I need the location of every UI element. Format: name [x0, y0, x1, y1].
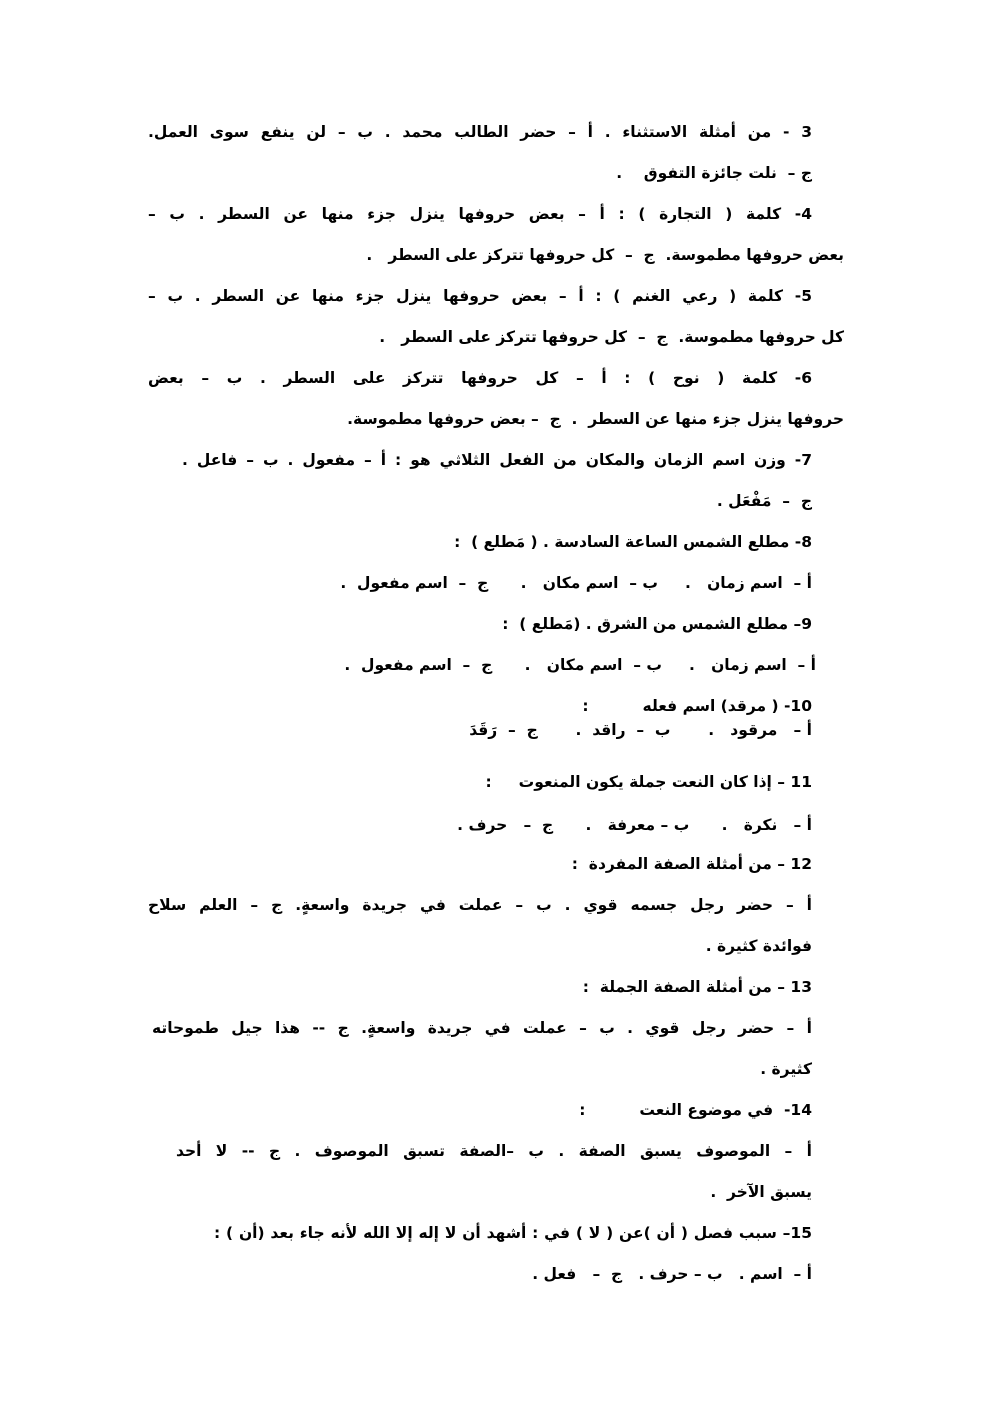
line-q11-options: أ – نكرة . ب – معرفة . ج – حرف . — [457, 816, 812, 834]
line-q12-options: أ – حضر رجل جسمه قوي . ب – عملت في جريدة واسعةٍ. ج – العلم سلاح — [148, 896, 812, 914]
line-q5-b: كل حروفها مطموسة. ج – كل حروفها تتركز على السطر . — [379, 328, 844, 346]
line-q4-b: بعض حروفها مطموسة. ج – كل حروفها تتركز على السطر . — [366, 246, 844, 264]
line-q9-options: أ – اسم زمان . ب – اسم مكان . ج – اسم مفعول . — [344, 656, 816, 674]
line-q10: 10- ( مرقد) اسم فعله : — [582, 697, 812, 715]
line-q6: 6- كلمة ( نوح ) : أ – كل حروفها تتركز على السطر . ب – بعض — [148, 369, 812, 387]
line-q4: 4- كلمة ( التجارة ) : أ – بعض حروفها ينزل جزء منها عن السطر . ب – — [148, 205, 812, 223]
line-q3: 3 - من أمثلة الاستثناء . أ – حضر الطالب محمد . ب – لن ينفع سوى العمل. — [148, 123, 812, 141]
line-q13-c: كثيرة . — [760, 1060, 812, 1078]
line-q12: 12 – من أمثلة الصفة المفردة : — [571, 855, 812, 873]
line-q14-c: يسبق الآخر . — [710, 1183, 812, 1201]
line-q13: 13 – من أمثلة الصفة الجملة : — [582, 978, 812, 996]
line-q6-b: حروفها ينزل جزء منها عن السطر . ج – بعض حروفها مطموسة. — [347, 410, 844, 428]
line-q9: 9– مطلع الشمس من الشرق . (مَطلع ) : — [502, 615, 812, 633]
line-q5: 5- كلمة ( رعي الغنم ) : أ – بعض حروفها ينزل جزء منها عن السطر . ب – — [148, 287, 812, 305]
line-q7: 7- وزن اسم الزمان والمكان من الفعل الثلاثي هو : أ – مفعول . ب – فاعل . — [182, 451, 812, 469]
line-q11: 11 – إذا كان النعت جملة يكون المنعوت : — [485, 773, 812, 791]
line-q14: 14- في موضوع النعت : — [579, 1101, 812, 1119]
line-q3-c: ج – نلت جائزة التفوق . — [616, 164, 812, 182]
line-q14-options: أ – الموصوف يسبق الصفة . ب –الصفة تسبق الموصوف . ج -- لا أحد — [176, 1142, 812, 1160]
line-q13-options: أ – حضر رجل قوي . ب – عملت في جريدة واسعةٍ. ج -- هذا جيل طموحاته — [152, 1019, 812, 1037]
line-q7-c: ج – مَفْعَل . — [716, 492, 812, 510]
line-q8: 8- مطلع الشمس الساعة السادسة . ( مَطلع ) : — [454, 533, 812, 551]
line-q10-options: أ – مرقود . ب – راقد . ج – رَقَدَ — [469, 721, 812, 739]
line-q15: 15– سبب فصل ( أن )عن ( لا ) في : أشهد أن لا إله إلا الله لأنه جاء بعد (أن ) : — [214, 1224, 812, 1242]
line-q15-options: أ – اسم . ب – حرف . ج – فعل . — [532, 1265, 812, 1283]
line-q12-c: فوائدة كثيرة . — [705, 937, 812, 955]
line-q8-options: أ – اسم زمان . ب – اسم مكان . ج – اسم مفعول . — [340, 574, 812, 592]
